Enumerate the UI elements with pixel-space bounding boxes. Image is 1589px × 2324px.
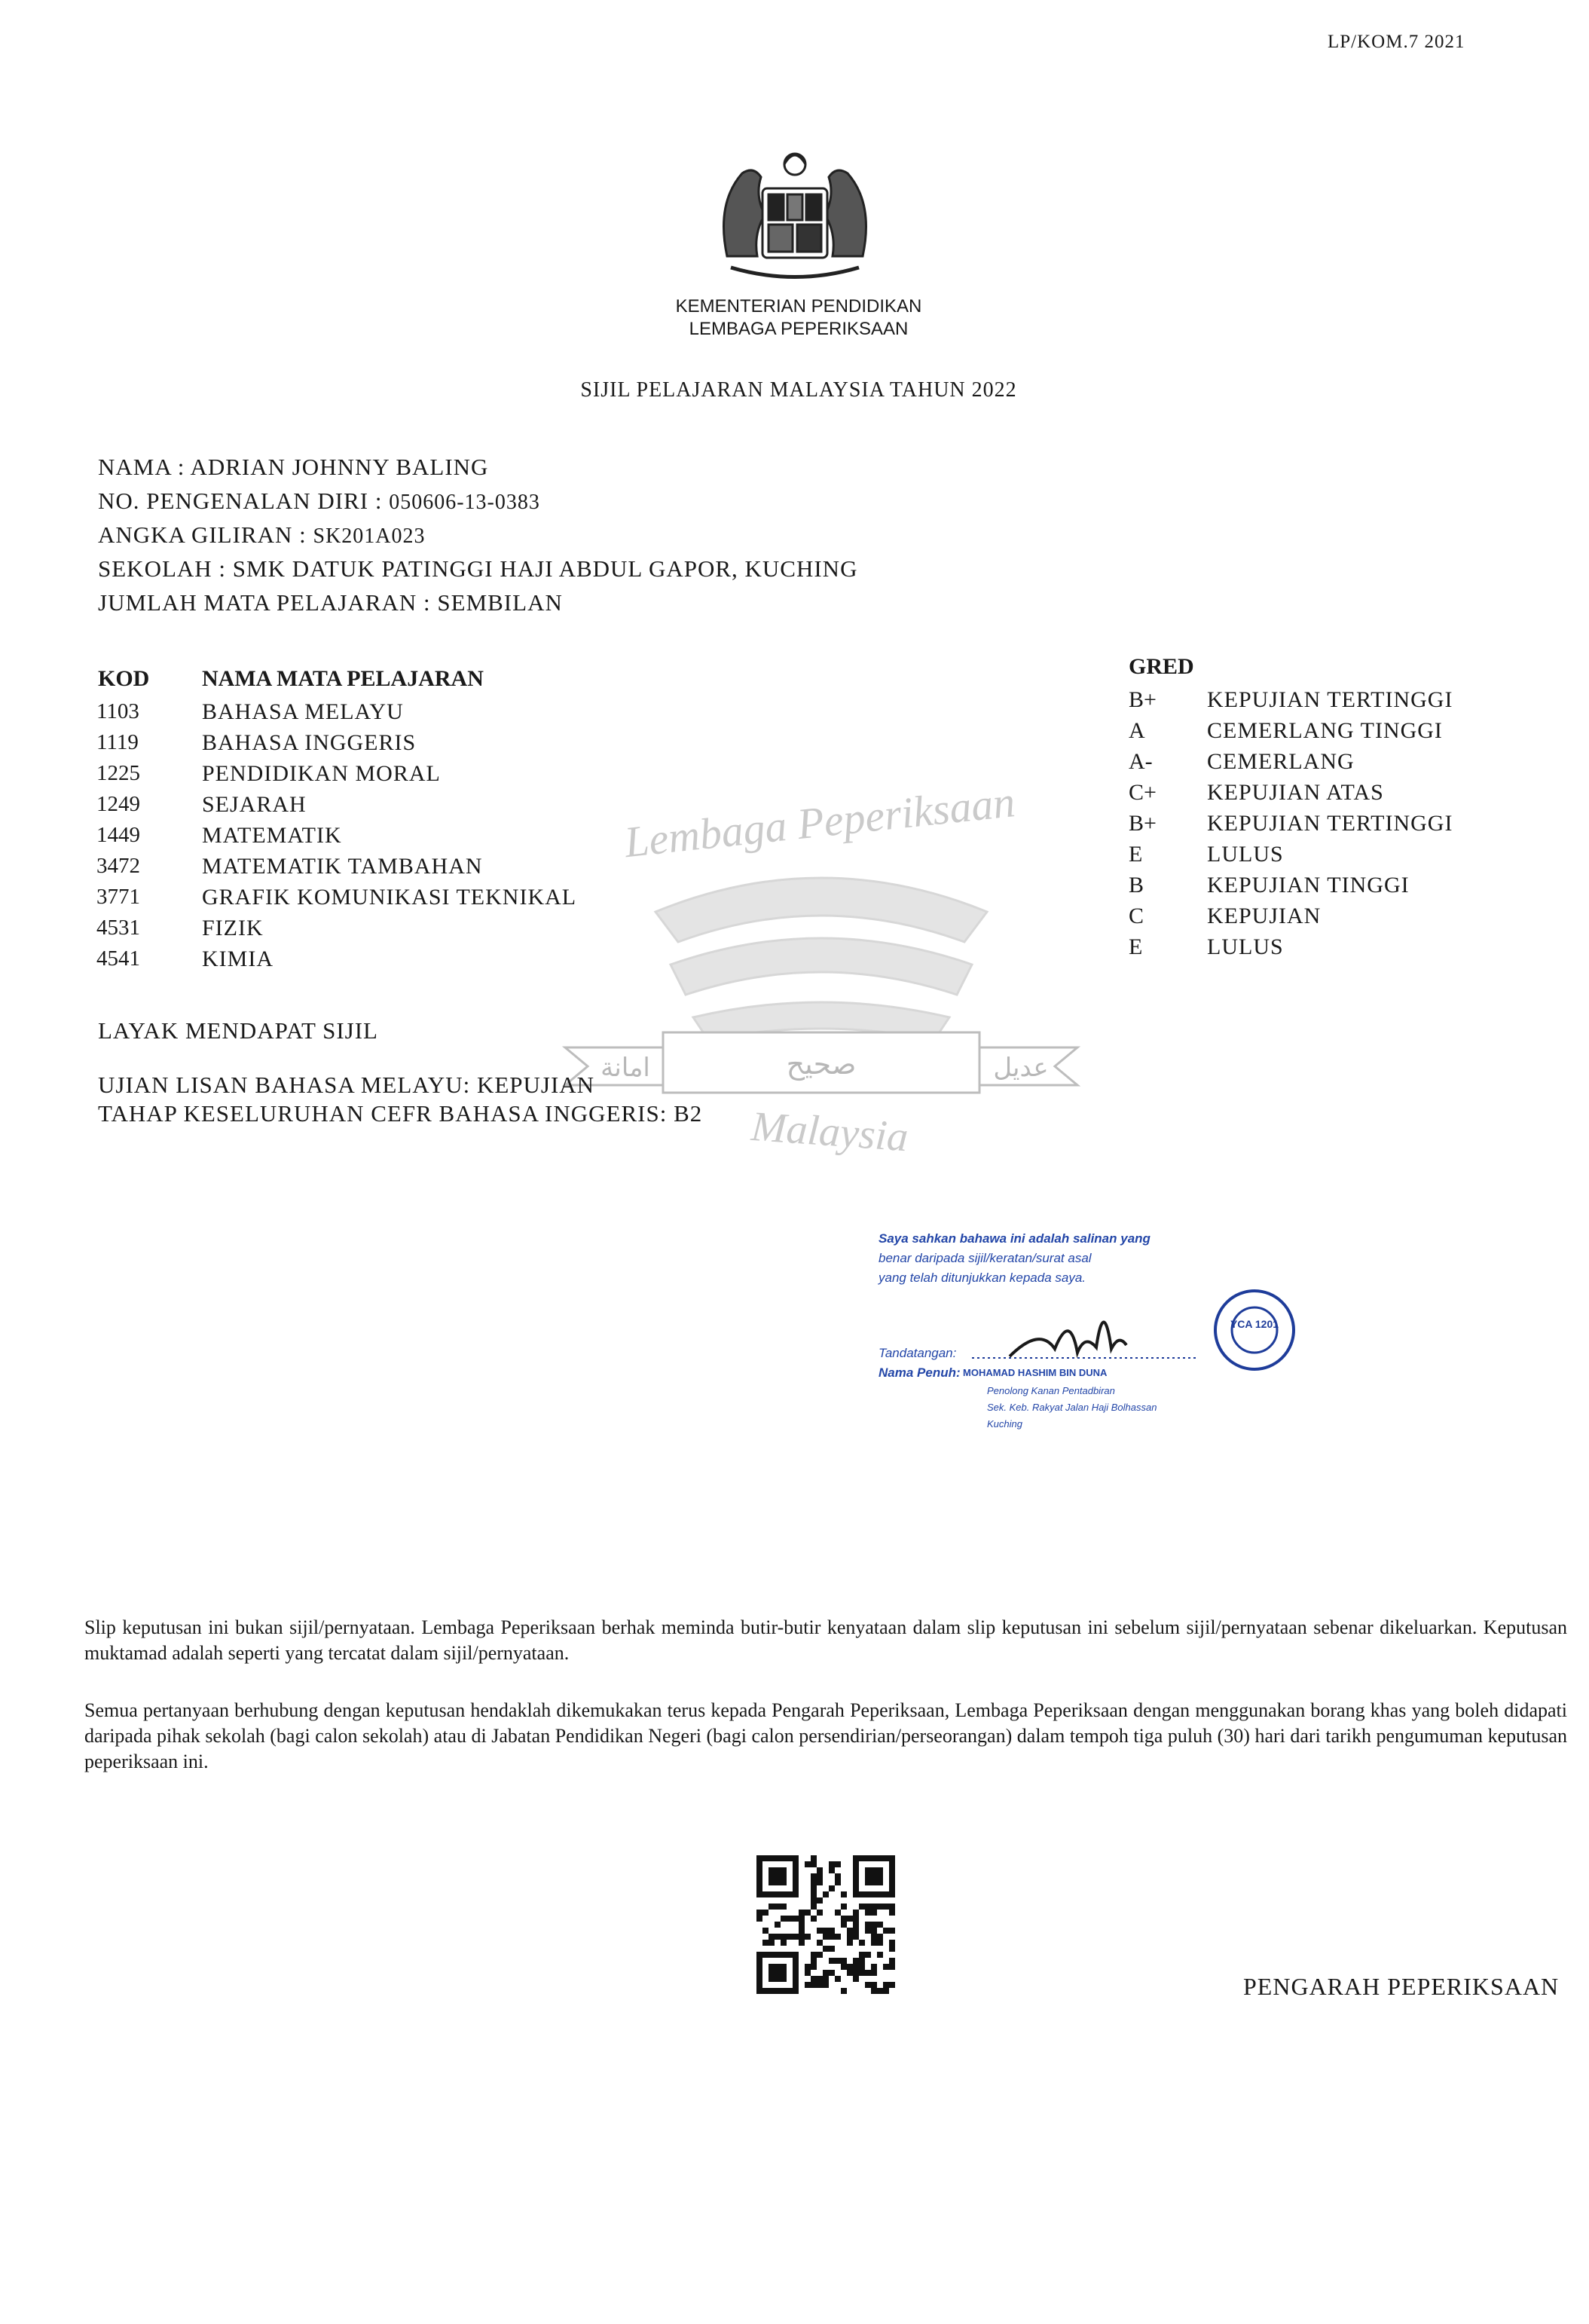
handwritten-signature <box>1010 1322 1126 1356</box>
subject-count: SEMBILAN <box>437 589 563 616</box>
stamp-line-2: benar daripada sijil/keratan/surat asal <box>879 1251 1092 1265</box>
subject-name: BAHASA INGGERIS <box>202 730 417 755</box>
subject-code: 1449 <box>96 823 140 847</box>
grade-description: CEMERLANG <box>1207 749 1355 774</box>
certificate-title: SIJIL PELAJARAN MALAYSIA TAHUN 2022 <box>580 378 1017 402</box>
subject-code: 4531 <box>96 916 140 940</box>
index-number-line <box>98 521 426 549</box>
grade: A <box>1129 718 1145 743</box>
grade: B+ <box>1129 811 1157 836</box>
id-label: NO. PENGENALAN DIRI : <box>98 488 383 514</box>
grade-row <box>0 749 1589 780</box>
certifier-school: Sek. Keb. Rakyat Jalan Haji Bolhassan <box>987 1402 1157 1413</box>
grade-row <box>0 718 1589 749</box>
qr-code[interactable] <box>756 1855 895 1994</box>
watermark-top-text: Lembaga Peperiksaan <box>622 777 1018 867</box>
certifier-city: Kuching <box>987 1418 1022 1430</box>
watermark-bottom-text: Malaysia <box>750 1102 910 1160</box>
ribbon-left-text: امانة <box>600 1053 650 1083</box>
grade-description: KEPUJIAN ATAS <box>1207 780 1384 805</box>
ministry-heading <box>625 295 972 341</box>
subject-code: 3472 <box>96 854 140 878</box>
ribbon-right-text: عدیل <box>993 1053 1049 1083</box>
grade-row <box>0 873 1589 904</box>
coat-of-arms-logo <box>701 143 889 294</box>
subject-name: MATEMATIK <box>202 823 342 848</box>
grade-row <box>0 904 1589 934</box>
subject-name: PENDIDIKAN MORAL <box>202 761 441 786</box>
subject-count-line <box>98 589 563 616</box>
index-number: SK201A023 <box>313 524 426 548</box>
code-column-header: KOD <box>98 666 150 691</box>
subject-name: FIZIK <box>202 916 264 940</box>
grade: B+ <box>1129 687 1157 712</box>
subject-name: KIMIA <box>202 946 273 971</box>
grade-description: KEPUJIAN TERTINGGI <box>1207 687 1453 712</box>
form-code: LP/KOM.7 2021 <box>1328 32 1465 52</box>
grade: A- <box>1129 749 1153 774</box>
school-line <box>98 555 857 583</box>
index-label: ANGKA GILIRAN : <box>98 521 307 548</box>
subject-name: MATEMATIK TAMBAHAN <box>202 854 483 879</box>
subject-name: GRAFIK KOMUNIKASI TEKNIKAL <box>202 885 577 910</box>
grade: E <box>1129 842 1143 867</box>
grade: E <box>1129 934 1143 959</box>
grade-description: KEPUJIAN TERTINGGI <box>1207 811 1453 836</box>
grade-row <box>0 687 1589 718</box>
board-name: LEMBAGA PEPERIKSAAN <box>689 319 909 339</box>
certifier-name: MOHAMAD HASHIM BIN DUNA <box>963 1367 1108 1378</box>
candidate-id: 050606-13-0383 <box>389 491 540 514</box>
subject-code: 4541 <box>96 946 140 971</box>
oral-test-result: UJIAN LISAN BAHASA MELAYU: KEPUJIAN <box>98 1072 595 1098</box>
eligibility-status: LAYAK MENDAPAT SIJIL <box>98 1017 378 1044</box>
grade: C+ <box>1129 780 1157 805</box>
grade-description: KEPUJIAN TINGGI <box>1207 873 1410 897</box>
subject-code: 1103 <box>96 699 139 723</box>
subject-code: 1225 <box>96 761 140 785</box>
subject-column-header: NAMA MATA PELAJARAN <box>202 666 484 691</box>
candidate-name-line <box>98 454 488 481</box>
school-name: SMK DATUK PATINGGI HAJI ABDUL GAPOR, KUCHING <box>232 555 858 582</box>
grade-row <box>0 780 1589 811</box>
name-label: NAMA : <box>98 454 185 480</box>
grade-column-header: GRED <box>1129 654 1194 679</box>
grade: C <box>1129 904 1144 928</box>
grade-row <box>0 934 1589 965</box>
certification-stamp <box>874 1221 1296 1454</box>
grade-row <box>0 842 1589 873</box>
disclaimer-note: Slip keputusan ini bukan sijil/pernyataan. Lembaga Peperiksaan berhak meminda butir-butir kenyataan dalam slip keputusan ini sebelum sijil/pernyataan sebenar dikeluarkan. Keputusan muktamad adalah seperti yang tercatat dalam sijil/pernyataan. <box>84 1616 1567 1664</box>
subject-count-label: JUMLAH MATA PELAJARAN : <box>98 589 431 616</box>
signature-and-seal <box>949 1281 1296 1379</box>
stamp-name-label: Nama Penuh: <box>879 1365 961 1380</box>
candidate-name: ADRIAN JOHNNY BALING <box>190 454 489 480</box>
grade-description: LULUS <box>1207 934 1284 959</box>
seal-code: YCA 1201 <box>1230 1318 1279 1330</box>
stamp-line-1: Saya sahkan bahawa ini adalah salinan yang <box>879 1231 1150 1246</box>
candidate-id-line <box>98 488 540 515</box>
grade-description: CEMERLANG TINGGI <box>1207 718 1443 743</box>
ribbon-center-text: صحيح <box>786 1047 857 1081</box>
subject-code: 3771 <box>96 885 140 909</box>
grade-description: LULUS <box>1207 842 1284 867</box>
subject-code: 1119 <box>96 730 139 754</box>
stamp-signature-label: Tandatangan: <box>879 1346 957 1360</box>
grade: B <box>1129 873 1144 897</box>
director-title: PENGARAH PEPERIKSAAN <box>1243 1973 1560 2000</box>
subject-name: BAHASA MELAYU <box>202 699 404 724</box>
cefr-level: TAHAP KESELURUHAN CEFR BAHASA INGGERIS: B2 <box>98 1100 703 1127</box>
school-label: SEKOLAH : <box>98 555 227 582</box>
ministry-name: KEMENTERIAN PENDIDIKAN <box>675 296 922 316</box>
inquiry-note: Semua pertanyaan berhubung dengan keputusan hendaklah dikemukakan terus kepada Pengarah Peperiksaan, Lembaga Peperiksaan dengan menggunakan borang khas yang boleh didapati daripada pihak sekolah (bagi calon sekolah) atau di Jabatan Pendidikan Negeri (bagi calon persendirian/perseorangan) dalam tempoh tiga puluh (30) hari dari tarikh pengumuman keputusan peperiksaan ini. <box>84 1699 1567 1772</box>
certifier-role: Penolong Kanan Pentadbiran <box>987 1385 1115 1396</box>
subject-code: 1249 <box>96 792 140 816</box>
stamp-line-3: yang telah ditunjukkan kepada saya. <box>879 1271 1086 1285</box>
subject-name: SEJARAH <box>202 792 307 817</box>
grade-row <box>0 811 1589 842</box>
grade-description: KEPUJIAN <box>1207 904 1322 928</box>
